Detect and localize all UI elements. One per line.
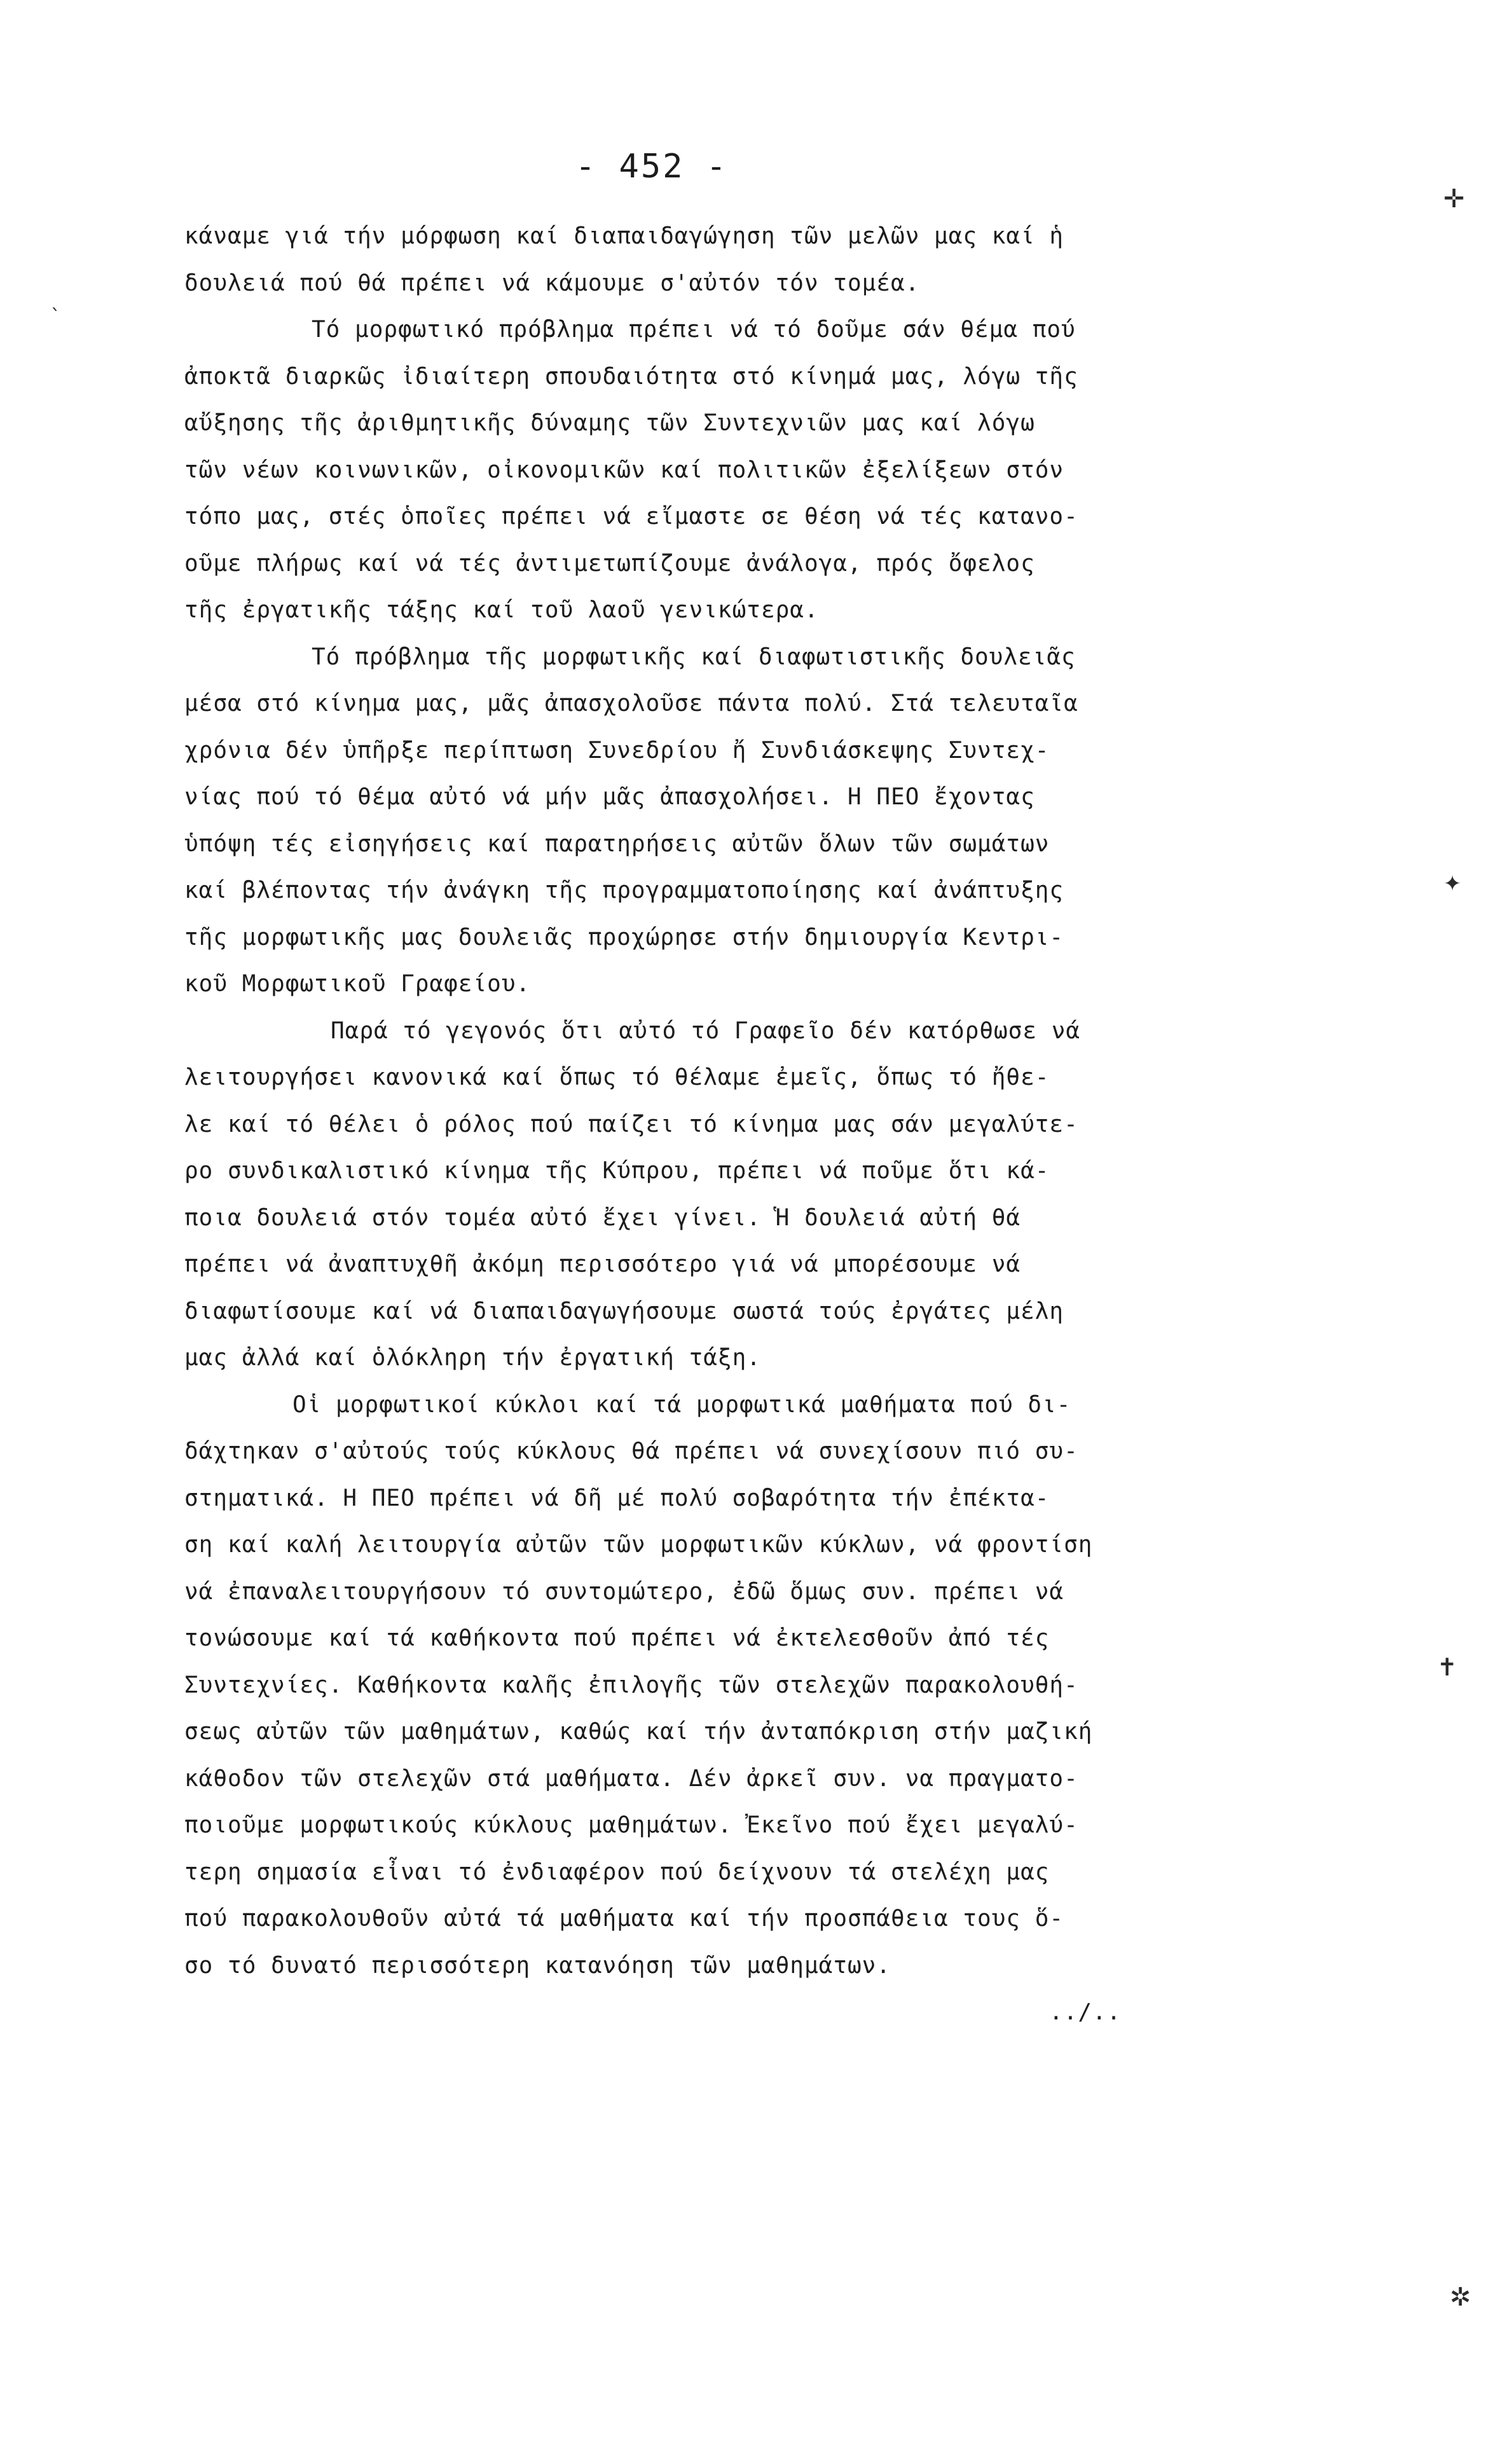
text-line: λε καί τό θέλει ὁ ρόλος πού παίζει τό κίνημα μας σάν μεγαλύτε- — [184, 1111, 1078, 1138]
text-line: μέσα στό κίνημα μας, μᾶς ἀπασχολοῦσε πάντα πολύ. Στά τελευταῖα — [184, 691, 1078, 717]
text-line: ἀποκτᾶ διαρκῶς ἰδιαίτερη σπουδαιότητα στό κίνημά μας, λόγω τῆς — [184, 363, 1078, 390]
text-line: σεως αὐτῶν τῶν μαθημάτων, καθώς καί τήν ἀνταπόκριση στήν μαζική — [184, 1719, 1093, 1745]
registration-mark-right-low: ✝ — [1437, 1653, 1457, 1681]
paragraph-start-line: Τό πρόβλημα τῆς μορφωτικῆς καί διαφωτιστικῆς δουλειᾶς — [312, 643, 1076, 670]
paragraph-start-line: Παρά τό γεγονός ὅτι αὐτό τό Γραφεῖο δέν κατόρθωσε νά — [331, 1017, 1081, 1044]
text-line: δάχτηκαν σ'αὐτούς τούς κύκλους θά πρέπει νά συνεχίσουν πιό συ- — [184, 1438, 1078, 1464]
text-line: οῦμε πλήρως καί νά τές ἀντιμετωπίζουμε ἀνάλογα, πρός ὄφελος — [184, 550, 1035, 577]
registration-mark-top-left: ˎ — [51, 289, 60, 312]
text-line: κάθοδον τῶν στελεχῶν στά μαθήματα. Δέν ἀρκεῖ συν. να πραγματο- — [184, 1765, 1078, 1792]
text-line: δουλειά πού θά πρέπει νά κάμουμε σ'αὐτόν τόν τομέα. — [184, 270, 920, 296]
registration-mark-right-mid: ✦ — [1443, 871, 1462, 897]
text-line: ση καί καλή λειτουργία αὐτῶν τῶν μορφωτικῶν κύκλων, νά φροντίση — [184, 1532, 1093, 1558]
text-line: διαφωτίσουμε καί νά διαπαιδαγωγήσουμε σωστά τούς ἐργάτες μέλη — [184, 1298, 1064, 1324]
text-line: τόπο μας, στές ὁποῖες πρέπει νά εἴμαστε σε θέση νά τές κατανο- — [184, 504, 1078, 530]
text-line: σο τό δυνατό περισσότερη κατανόηση τῶν μαθημάτων. — [184, 1952, 891, 1979]
text-line: στηματικά. Η ΠΕΟ πρέπει νά δῆ μέ πολύ σοβαρότητα τήν ἐπέκτα- — [184, 1485, 1050, 1511]
registration-mark-top-right: ✛ — [1443, 184, 1465, 214]
page-number: - 452 - — [575, 148, 729, 186]
text-line: ποιοῦμε μορφωτικούς κύκλους μαθημάτων. Ἐκεῖνο πού ἔχει μεγαλύ- — [184, 1812, 1078, 1838]
paragraph-start-line: Τό μορφωτικό πρόβλημα πρέπει νά τό δοῦμε σάν θέμα πού — [312, 317, 1076, 343]
text-line: τονώσουμε καί τά καθήκοντα πού πρέπει νά ἐκτελεσθοῦν ἀπό τές — [184, 1625, 1050, 1651]
text-line: τερη σημασία εἶναι τό ἐνδιαφέρον πού δείχνουν τά στελέχη μας — [184, 1859, 1050, 1885]
paragraph-start-line: Οἱ μορφωτικοί κύκλοι καί τά μορφωτικά μαθήματα πού δι- — [292, 1391, 1071, 1418]
text-line: νίας πού τό θέμα αὐτό νά μήν μᾶς ἀπασχολήσει. Η ΠΕΟ ἔχοντας — [184, 784, 1035, 810]
text-line: ποια δουλειά στόν τομέα αὐτό ἔχει γίνει. Ἡ δουλειά αὐτή θά — [184, 1204, 1021, 1231]
text-line: πρέπει νά ἀναπτυχθῆ ἀκόμη περισσότερο γιά νά μπορέσουμε νά — [184, 1251, 1021, 1277]
text-line: τῆς ἐργατικῆς τάξης καί τοῦ λαοῦ γενικώτερα. — [184, 597, 819, 623]
text-line: αὔξησης τῆς ἀριθμητικῆς δύναμης τῶν Συντεχνιῶν μας καί λόγω — [184, 410, 1035, 436]
text-line: μας ἀλλά καί ὁλόκληρη τήν ἐργατική τάξη. — [184, 1345, 761, 1371]
text-line: λειτουργήσει κανονικά καί ὅπως τό θέλαμε ἐμεῖς, ὅπως τό ἤθε- — [184, 1064, 1050, 1090]
text-line: κοῦ Μορφωτικοῦ Γραφείου. — [184, 971, 531, 997]
text-line: ρο συνδικαλιστικό κίνημα τῆς Κύπρου, πρέπει νά ποῦμε ὅτι κά- — [184, 1158, 1050, 1184]
text-line: Συντεχνίες. Καθήκοντα καλῆς ἐπιλογῆς τῶν στελεχῶν παρακολουθή- — [184, 1672, 1078, 1698]
text-line: καί βλέποντας τήν ἀνάγκη τῆς προγραμματοποίησης καί ἀνάπτυξης — [184, 877, 1064, 904]
text-line: κάναμε γιά τήν μόρφωση καί διαπαιδαγώγηση τῶν μελῶν μας καί ἡ — [184, 223, 1064, 249]
text-line: χρόνια δέν ὑπῆρξε περίπτωση Συνεδρίου ἤ Συνδιάσκεψης Συντεχ- — [184, 737, 1050, 764]
text-line: τῆς μορφωτικῆς μας δουλειᾶς προχώρησε στήν δημιουργία Κεντρι- — [184, 924, 1064, 951]
text-line: νά ἐπαναλειτουργήσουν τό συντομώτερο, ἐδῶ ὅμως συν. πρέπει νά — [184, 1578, 1064, 1605]
registration-mark-bottom-right: ✲ — [1450, 2283, 1471, 2312]
document-body — [184, 213, 1278, 2036]
text-line: τῶν νέων κοινωνικῶν, οἰκονομικῶν καί πολιτικῶν ἐξελίξεων στόν — [184, 457, 1064, 483]
continuation-mark: ../.. — [1049, 1999, 1122, 2025]
text-line: πού παρακολουθοῦν αὐτά τά μαθήματα καί τήν προσπάθεια τους ὅ- — [184, 1906, 1064, 1932]
text-line: ὑπόψη τές εἰσηγήσεις καί παρατηρήσεις αὐτῶν ὅλων τῶν σωμάτων — [184, 830, 1050, 857]
